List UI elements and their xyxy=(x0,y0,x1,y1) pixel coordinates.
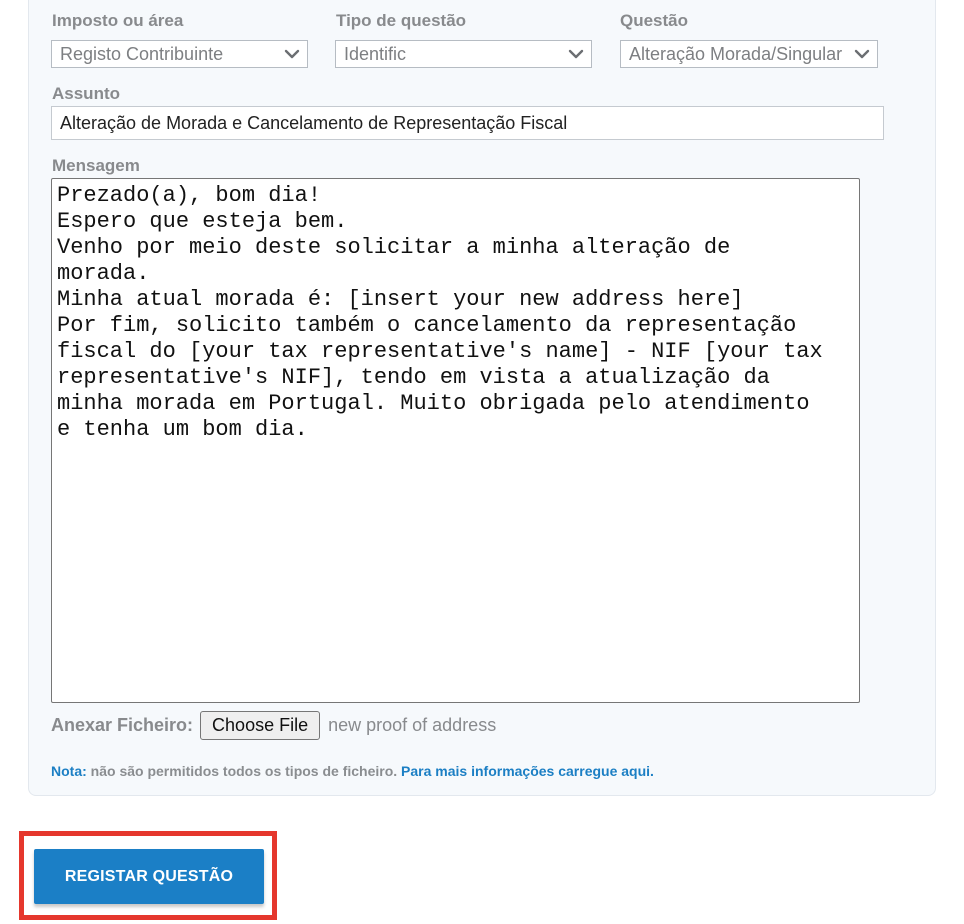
note-text: não são permitidos todos os tipos de ficheiro. xyxy=(86,763,402,779)
chevron-down-icon xyxy=(853,45,871,63)
registar-questao-button[interactable]: REGISTAR QUESTÃO xyxy=(34,849,264,904)
assunto-label: Assunto xyxy=(52,84,120,103)
note-label: Nota: xyxy=(51,763,87,779)
selected-file-name: new proof of address xyxy=(328,714,497,735)
attach-file-label: Anexar Ficheiro: xyxy=(51,714,194,735)
more-info-link[interactable]: Para mais informações carregue aqui. xyxy=(401,763,654,779)
tipo-questao-label: Tipo de questão xyxy=(336,11,467,30)
mensagem-label: Mensagem xyxy=(52,156,140,175)
questao-label: Questão xyxy=(620,11,689,30)
tipo-questao-select-value: Identific xyxy=(344,43,407,64)
attach-file-row xyxy=(51,710,496,740)
mensagem-textarea[interactable] xyxy=(51,178,860,703)
imposto-label: Imposto ou área xyxy=(52,11,184,30)
imposto-select[interactable] xyxy=(51,40,308,68)
chevron-down-icon xyxy=(567,45,585,63)
questao-select[interactable] xyxy=(620,40,878,68)
imposto-select-value: Registo Contribuinte xyxy=(60,43,224,64)
questao-select-value: Alteração Morada/Singular xyxy=(629,43,843,64)
choose-file-button[interactable]: Choose File xyxy=(200,711,320,740)
tipo-questao-select[interactable] xyxy=(335,40,592,68)
chevron-down-icon xyxy=(283,45,301,63)
file-type-note xyxy=(51,763,654,779)
assunto-input[interactable] xyxy=(51,106,884,140)
